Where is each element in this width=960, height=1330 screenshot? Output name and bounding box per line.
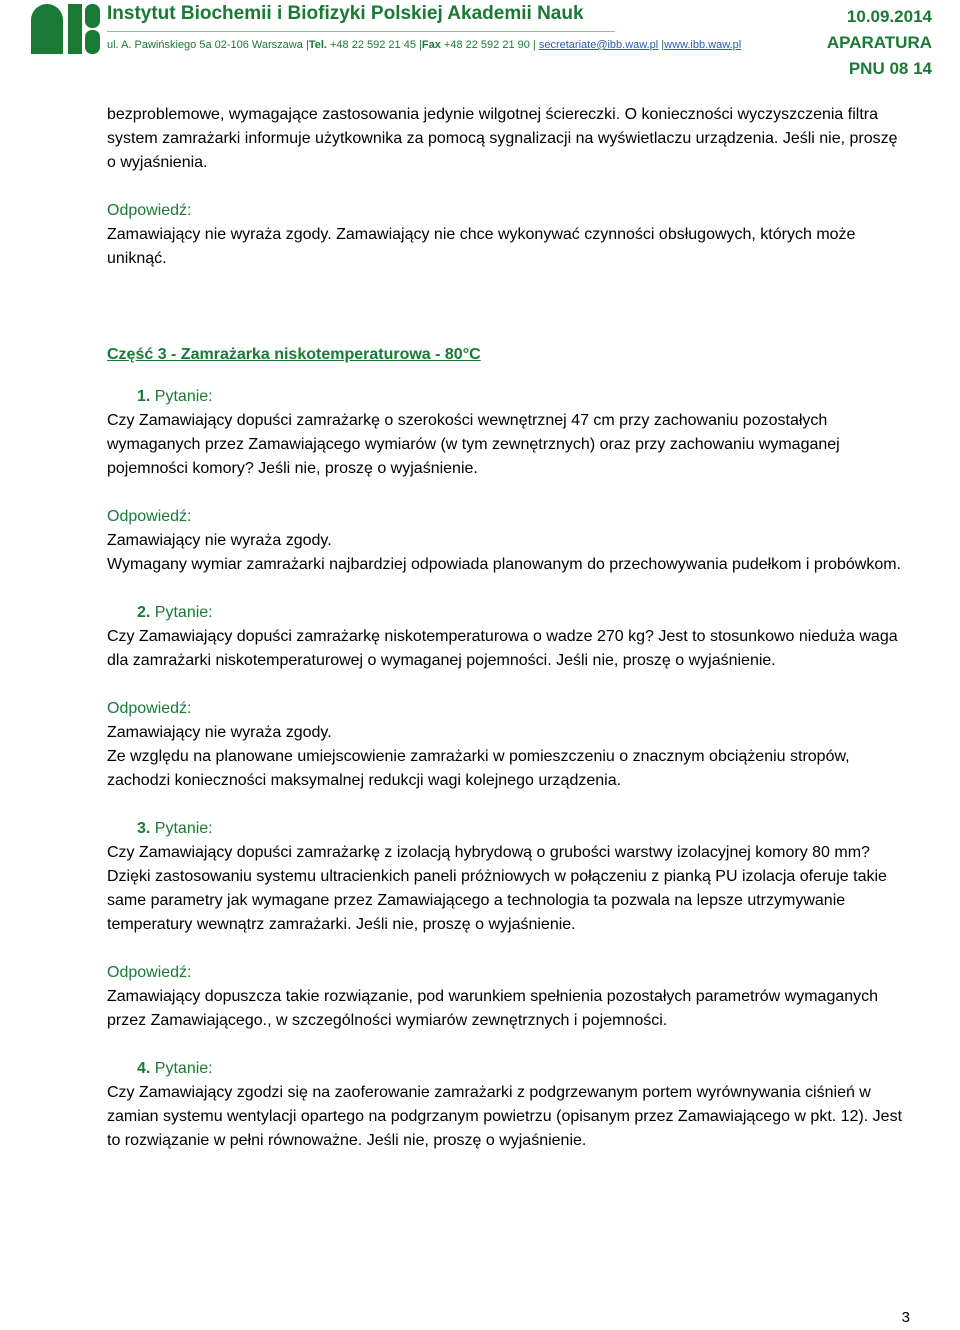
- document-body: [107, 103, 907, 1153]
- doc-date: 10.09.2014: [846, 7, 932, 26]
- question-text: Czy Zamawiający dopuści zamrażarkę z izolacją hybrydową o grubości warstwy izolacyjnej komory 80 mm? Dzięki zastosowaniu systemu ultracienkich paneli próżniowych w połączeniu z pianką PU izolacja oferuje takie same parametry jak wymagane przez Zamawiającego a technologia ta pozwala na lepsze utrzymywanie temperatury wewnątrz zamrażarki. Jeśli nie, proszę o wyjaśnienie.: [107, 844, 887, 933]
- question-label: 4. Pytanie:: [137, 1060, 213, 1077]
- page-number: 3: [901, 1309, 910, 1326]
- title-underline: [107, 31, 615, 32]
- intro-paragraph: bezproblemowe, wymagające zastosowania jedynie wilgotnej ściereczki. O konieczności wyczyszczenia filtra system zamrażarki informuje użytkownika za pomocą sygnalizacji na wyświetlaczu urządzenia. Jeśli nie, proszę o wyjaśnienia.: [107, 106, 898, 171]
- answer-label: Odpowiedź:: [107, 202, 192, 219]
- answer-text: Wymagany wymiar zamrażarki najbardziej odpowiada planowanym do przechowywania pudełkom i probówkom.: [107, 556, 901, 573]
- fax-label: Fax: [421, 39, 441, 51]
- answer-label: Odpowiedź:: [107, 508, 192, 525]
- tel-number: +48 22 592 21 45: [330, 39, 416, 51]
- question-text: Czy Zamawiający dopuści zamrażarkę o szerokości wewnętrznej 47 cm przy zachowaniu pozostałych wymaganych przez Zamawiającego wymiarów (w tym zewnętrznych) oraz przy zachowaniu wymaganej pojemności komory? Jeśli nie, proszę o wyjaśnienie.: [107, 412, 840, 477]
- section-title: Część 3 - Zamrażarka niskotemperaturowa - 80°C: [107, 346, 481, 363]
- institute-name: Instytut Biochemii i Biofizyki Polskiej Akademii Nauk: [107, 3, 584, 24]
- question-text: Czy Zamawiający dopuści zamrażarkę niskotemperaturowa o wadze 270 kg? Jest to stosunkowo nieduża waga dla zamrażarki niskotemperaturowej o wymaganej pojemności. Jeśli nie, proszę o wyjaśnienie.: [107, 628, 898, 669]
- doc-type: APARATURA: [826, 33, 932, 52]
- contact-line: ul. A. Pawińskiego 5a 02-106 Warszawa |Tel. +48 22 592 21 45 |Fax +48 22 592 21 90 | secretariate@ibb.waw.pl |www.ibb.waw.pl: [107, 39, 742, 51]
- answer-text: Zamawiający nie wyraża zgody.: [107, 724, 332, 741]
- fax-number: +48 22 592 21 90: [443, 39, 530, 51]
- answer-label: Odpowiedź:: [107, 700, 192, 717]
- answer-text: Zamawiający nie wyraża zgody.: [107, 532, 332, 549]
- question-label: 1. Pytanie:: [137, 388, 213, 405]
- address: ul. A. Pawińskiego 5a 02-106 Warszawa: [107, 39, 303, 51]
- website-link[interactable]: www.ibb.waw.pl: [664, 39, 742, 51]
- doc-meta: [827, 4, 932, 82]
- answer-text: Zamawiający dopuszcza takie rozwiązanie, pod warunkiem spełnienia pozostałych parametrów wymaganych przez Zamawiającego., w szczególności wymiarów zewnętrznych i pojemności.: [107, 988, 879, 1029]
- doc-ref: PNU 08 14: [848, 59, 932, 78]
- tel-label: Tel.: [308, 39, 327, 51]
- ibb-logo-icon: [28, 2, 102, 56]
- answer-label: Odpowiedź:: [107, 964, 192, 981]
- email-link[interactable]: secretariate@ibb.waw.pl: [538, 39, 659, 51]
- question-text: Czy Zamawiający zgodzi się na zaoferowanie zamrażarki z podgrzewanym portem wyrównywania ciśnień w zamian systemu wentylacji opartego na podgrzanym powietrzu (opisanym przez Zamawiającego w pkt. 12). Jest to rozwiązanie w pełni równoważne. Jeśli nie, proszę o wyjaśnienie.: [107, 1084, 903, 1149]
- question-label: 3. Pytanie:: [137, 820, 213, 837]
- answer-text: Ze względu na planowane umiejscowienie zamrażarki w pomieszczeniu o znacznym obciążeniu stropów, zachodzi konieczności maksymalnej redukcji wagi kolejnego urządzenia.: [107, 748, 850, 789]
- intro-answer: Zamawiający nie wyraża zgody. Zamawiający nie chce wykonywać czynności obsługowych, których może uniknąć.: [107, 226, 856, 267]
- question-label: 2. Pytanie:: [137, 604, 213, 621]
